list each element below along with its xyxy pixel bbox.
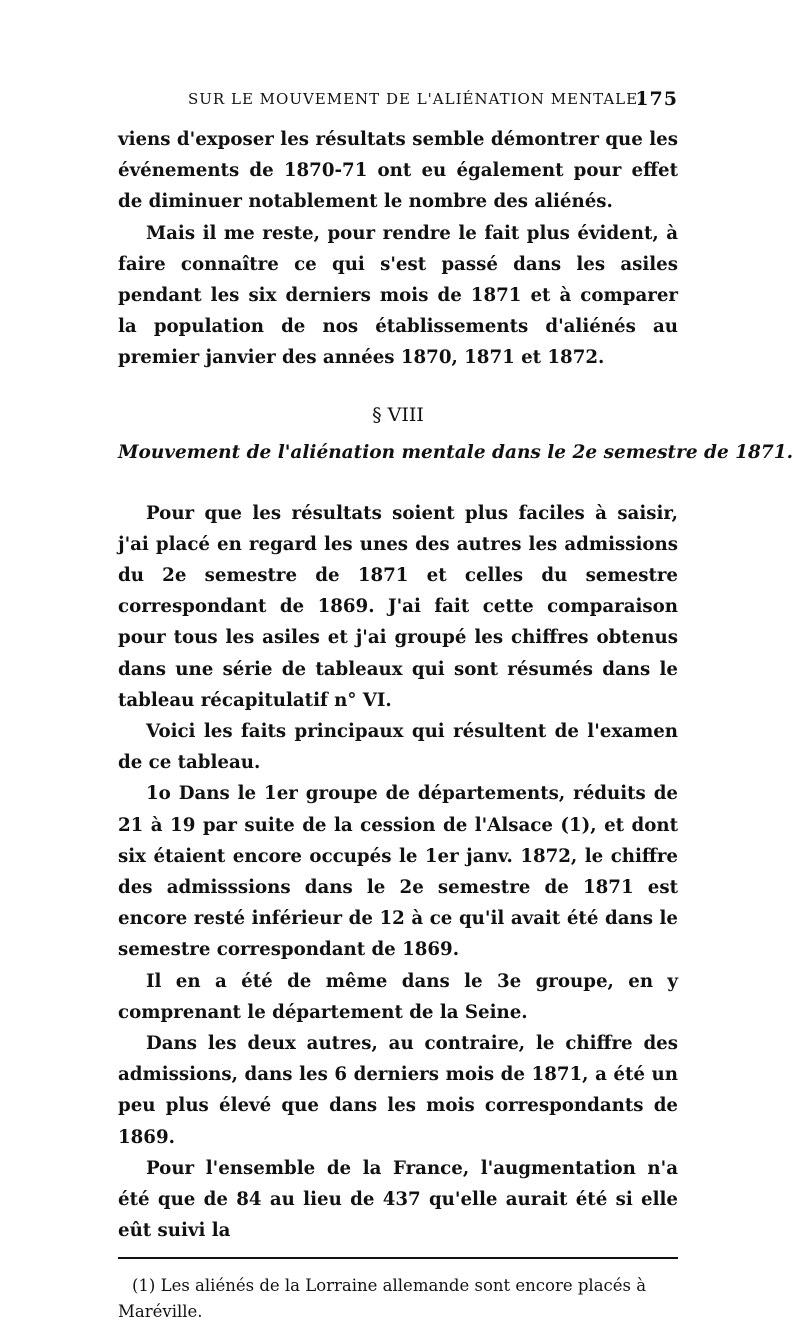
book-page <box>118 88 794 1325</box>
footnote-rule <box>118 1257 678 1259</box>
footnote-marker: (1) <box>132 1275 156 1295</box>
paragraph: Mais il me reste, pour rendre le fait plus évident, à faire connaître ce qui s'est passé dans les asiles pendant les six derniers mois de 1871 et à comparer la population de nos établissements d'aliénés au premier janvier des années 1870, 1871 et 1872. <box>118 222 678 369</box>
paragraph: Dans les deux autres, au contraire, le chiffre des admissions, dans les 6 derniers mois de 1871, a été un peu plus élevé que dans les mois correspondants de 1869. <box>118 1033 678 1148</box>
running-head <box>118 88 678 124</box>
paragraph: 1o Dans le 1er groupe de départements, réduits de 21 à 19 par suite de la cession de l'Alsace (1), et dont six étaient encore occupés le 1er janv. 1872, le chiffre des admisssions dans le 2e semestre de 1871 est encore resté inférieur de 12 à ce qu'il avait été dans le semestre correspondant de 1869. <box>118 783 678 961</box>
paragraph: Pour l'ensemble de la France, l'augmentation n'a été que de 84 au lieu de 437 qu'elle aurait été si elle eût suivi la <box>118 1157 678 1242</box>
section-number: § VIII <box>372 403 424 426</box>
footnote-text: Les aliénés de la Lorraine allemande sont encore placés à Maréville. <box>118 1275 647 1321</box>
page-number: 175 <box>635 88 678 110</box>
paragraph: Il en a été de même dans le 3e groupe, en y comprenant le département de la Seine. <box>118 970 678 1023</box>
paragraph: Pour que les résultats soient plus faciles à saisir, j'ai placé en regard les unes des autres les admissions du 2e semestre de 1871 et celles du semestre correspondant de 1869. J'ai fait cette comparaison pour tous les asiles et j'ai groupé les chiffres obtenus dans une série de tableaux qui sont résumés dans le tableau récapitulatif n° VI. <box>118 502 678 711</box>
running-title: SUR LE MOUVEMENT DE L'ALIÉNATION MENTALE. <box>188 90 644 108</box>
paragraph-continued: viens d'exposer les résultats semble démontrer que les événements de 1870-71 ont eu également pour effet de diminuer notablement le nombre des aliénés. <box>118 129 678 213</box>
footnote <box>118 1273 678 1325</box>
paragraph: Voici les faits principaux qui résultent de l'examen de ce tableau. <box>118 721 678 774</box>
section-subtitle: Mouvement de l'aliénation mentale dans le 2e semestre de 1871. <box>118 441 794 463</box>
